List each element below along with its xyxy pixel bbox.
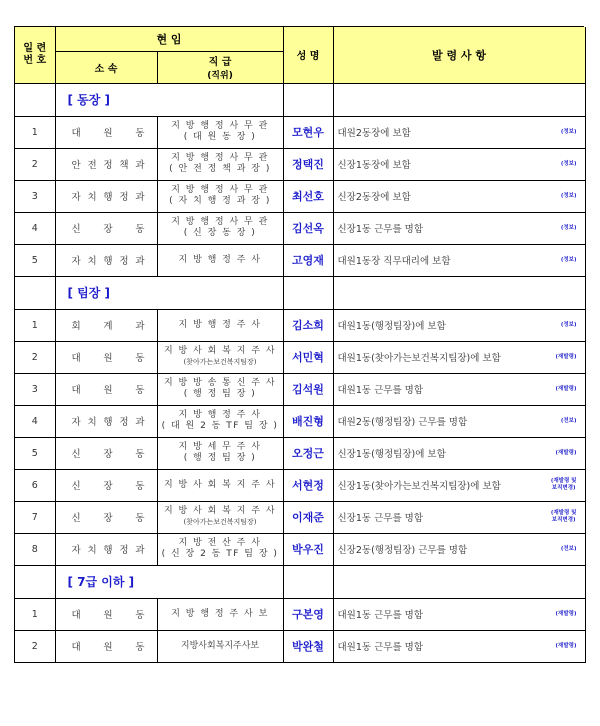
order-type-line: 보직변경) — [551, 485, 576, 491]
order-type-badge — [556, 386, 577, 393]
section-spacer — [283, 276, 333, 309]
table-row — [15, 116, 585, 148]
order-text: 대원1동 근무를 명함 — [337, 642, 423, 653]
order-type-line: (전보) — [560, 417, 577, 424]
person-name: 최선호 — [283, 180, 333, 212]
grade-line: ( 자 치 행 정 과 장 ) — [169, 196, 271, 206]
dept-char: 원 — [103, 128, 113, 139]
section-spacer — [333, 276, 585, 309]
section-spacer — [15, 83, 55, 116]
order-cell — [333, 212, 585, 244]
grade-cell — [157, 148, 283, 180]
order-text: 신장2동(행정팀장) 근무를 명함 — [337, 545, 468, 556]
dept-char: 행 — [103, 192, 113, 203]
dept-char: 신 — [71, 481, 81, 492]
serial-number: 1 — [15, 598, 55, 630]
grade-line: ( 대 원 동 장 ) — [183, 132, 257, 142]
order-type-line: (정보) — [560, 224, 577, 231]
dept-char: 신 — [71, 449, 81, 460]
order-type-badge — [551, 478, 577, 492]
dept-char: 장 — [103, 449, 113, 460]
grade-cell — [157, 598, 283, 630]
dept-char: 정 — [119, 192, 129, 203]
grade-cell — [157, 373, 283, 405]
grade-line: 지 방 사 회 복 지 주 사 — [163, 479, 277, 490]
grade-line: 지방사회복지주사보 — [180, 640, 260, 651]
grade-line: 지 방 행 정 주 사 — [178, 410, 262, 420]
order-text: 대원1동 근무를 명함 — [337, 610, 423, 621]
person-name: 배진형 — [283, 405, 333, 437]
grade-cell — [157, 501, 283, 533]
order-type-line: (재발령) — [555, 610, 577, 617]
dept-char: 정 — [119, 545, 129, 556]
table-row — [15, 598, 585, 630]
dept-char: 장 — [103, 224, 113, 235]
dept-char: 동 — [135, 128, 145, 139]
serial-number: 2 — [15, 148, 55, 180]
order-type-line: (정보) — [560, 321, 577, 328]
person-name: 김석원 — [283, 373, 333, 405]
order-text: 대원1동(행정팀장)에 보함 — [337, 321, 446, 332]
order-text: 신장2동장에 보함 — [337, 192, 411, 203]
grade-cell — [157, 116, 283, 148]
affiliation-cell — [55, 341, 157, 373]
order-type-line: (정보) — [560, 160, 577, 167]
serial-number: 1 — [15, 309, 55, 341]
order-type-badge — [561, 129, 577, 136]
order-cell — [333, 244, 585, 276]
dept-char: 치 — [87, 256, 97, 267]
order-text: 신장1동 근무를 명함 — [337, 513, 423, 524]
dept-char: 치 — [87, 545, 97, 556]
grade-line: 지 방 방 송 통 신 주 사 — [163, 378, 277, 388]
person-name: 박완철 — [283, 630, 333, 662]
person-name: 고영재 — [283, 244, 333, 276]
dept-char: 대 — [71, 128, 81, 139]
order-cell — [333, 373, 585, 405]
order-type-badge — [561, 257, 577, 264]
affiliation-cell — [55, 469, 157, 501]
order-text: 대원2동장에 보함 — [337, 128, 411, 139]
order-cell — [333, 469, 585, 501]
dept-char: 동 — [135, 449, 145, 460]
serial-number: 4 — [15, 405, 55, 437]
section-label: [ 동장 ] — [55, 83, 283, 116]
personnel-order-sheet — [14, 26, 584, 663]
order-cell — [333, 180, 585, 212]
person-name: 이재준 — [283, 501, 333, 533]
affiliation-cell — [55, 437, 157, 469]
dept-char: 대 — [71, 610, 81, 621]
order-cell — [333, 148, 585, 180]
grade-line: 지 방 전 산 주 사 — [178, 538, 262, 548]
grade-header-sub: (직위) — [207, 71, 233, 81]
grade-line: (찾아가는보건복지팀장) — [183, 358, 257, 366]
grade-cell — [157, 244, 283, 276]
section-row — [15, 83, 585, 116]
person-name: 구본영 — [283, 598, 333, 630]
dept-char: 회 — [71, 321, 81, 332]
grade-cell — [157, 180, 283, 212]
person-name: 모현우 — [283, 116, 333, 148]
dept-char: 정 — [119, 256, 129, 267]
order-type-line: (전보) — [560, 545, 577, 552]
affiliation-cell — [55, 180, 157, 212]
serial-number: 2 — [15, 341, 55, 373]
dept-char: 자 — [71, 417, 81, 428]
serial-number: 3 — [15, 373, 55, 405]
order-type-badge — [561, 418, 577, 425]
order-type-line: (재발령) — [555, 385, 577, 392]
serial-number: 2 — [15, 630, 55, 662]
dept-char: 동 — [135, 224, 145, 235]
grade-line: 지 방 행 정 사 무 관 — [171, 153, 269, 163]
grade-cell — [157, 469, 283, 501]
order-cell — [333, 405, 585, 437]
grade-line: ( 신 장 2 동 TF 팀 장 ) — [161, 549, 279, 559]
affiliation-cell — [55, 630, 157, 662]
dept-char: 과 — [135, 417, 145, 428]
dept-char: 자 — [71, 256, 81, 267]
table-row — [15, 373, 585, 405]
serial-number: 3 — [15, 180, 55, 212]
table-row — [15, 244, 585, 276]
affiliation-cell — [55, 148, 157, 180]
dept-char: 동 — [135, 513, 145, 524]
table-row — [15, 405, 585, 437]
dept-char: 계 — [103, 321, 113, 332]
grade-line: 지 방 행 정 사 무 관 — [171, 185, 269, 195]
affiliation-cell — [55, 598, 157, 630]
dept-char: 장 — [103, 513, 113, 524]
current-header: 현 임 — [55, 27, 283, 51]
order-text: 신장1동 근무를 명함 — [337, 224, 423, 235]
affiliation-cell — [55, 309, 157, 341]
table-row — [15, 437, 585, 469]
affiliation-cell — [55, 533, 157, 565]
order-type-badge — [556, 643, 577, 650]
dept-char: 장 — [103, 481, 113, 492]
dept-char: 자 — [71, 545, 81, 556]
order-type-badge — [561, 546, 577, 553]
dept-char: 과 — [135, 256, 145, 267]
dept-char: 동 — [135, 610, 145, 621]
section-label: [ 팀장 ] — [55, 276, 283, 309]
affiliation-header: 소 속 — [55, 51, 157, 83]
order-text: 신장1동(행정팀장)에 보함 — [337, 449, 446, 460]
table-row — [15, 630, 585, 662]
dept-char: 책 — [119, 160, 129, 171]
order-text: 대원1동 근무를 명함 — [337, 385, 423, 396]
order-type-line: (정보) — [560, 128, 577, 135]
table-row — [15, 148, 585, 180]
grade-line: 지 방 행 정 사 무 관 — [171, 217, 269, 227]
table-row — [15, 309, 585, 341]
dept-char: 동 — [135, 353, 145, 364]
dept-char: 과 — [135, 545, 145, 556]
person-name: 김소희 — [283, 309, 333, 341]
order-text: 신장1동(찾아가는보건복지팀장)에 보함 — [337, 481, 501, 492]
order-type-line: (재발령 및 — [550, 510, 577, 516]
grade-line: ( 행 정 팀 장 ) — [183, 453, 257, 463]
dept-char: 대 — [71, 353, 81, 364]
person-name: 박우진 — [283, 533, 333, 565]
order-type-badge — [556, 354, 577, 361]
person-name: 정택진 — [283, 148, 333, 180]
serial-number: 5 — [15, 244, 55, 276]
order-type-badge — [561, 225, 577, 232]
dept-char: 안 — [71, 160, 81, 171]
grade-line: 지 방 사 회 복 지 주 사 — [163, 346, 277, 356]
dept-char: 원 — [103, 642, 113, 653]
grade-cell — [157, 212, 283, 244]
serial-number: 6 — [15, 469, 55, 501]
section-spacer — [15, 276, 55, 309]
dept-char: 대 — [71, 642, 81, 653]
grade-cell — [157, 437, 283, 469]
grade-cell — [157, 341, 283, 373]
order-text: 대원2동(행정팀장) 근무를 명함 — [337, 417, 468, 428]
order-text: 대원1동장 직무대리에 보함 — [337, 256, 451, 267]
table-body — [15, 83, 585, 662]
grade-header — [157, 51, 283, 83]
dept-char: 전 — [87, 160, 97, 171]
order-text: 대원1동(찾아가는보건복지팀장)에 보함 — [337, 353, 501, 364]
order-type-badge — [561, 161, 577, 168]
grade-line: 지 방 세 무 주 사 — [178, 442, 262, 452]
dept-char: 동 — [135, 385, 145, 396]
order-type-badge — [561, 322, 577, 329]
order-type-badge — [556, 450, 577, 457]
serial-number: 8 — [15, 533, 55, 565]
affiliation-cell — [55, 501, 157, 533]
order-cell — [333, 116, 585, 148]
order-type-line: (재발령) — [555, 642, 577, 649]
dept-char: 원 — [103, 385, 113, 396]
dept-char: 원 — [103, 610, 113, 621]
order-text: 신장1동장에 보함 — [337, 160, 411, 171]
section-spacer — [15, 565, 55, 598]
person-name: 오정근 — [283, 437, 333, 469]
order-type-line: 보직변경) — [551, 517, 576, 523]
person-name: 서현정 — [283, 469, 333, 501]
dept-char: 대 — [71, 385, 81, 396]
grade-cell — [157, 630, 283, 662]
affiliation-cell — [55, 373, 157, 405]
grade-line: 지 방 행 정 주 사 보 — [171, 608, 269, 619]
table-row — [15, 501, 585, 533]
order-cell — [333, 598, 585, 630]
grade-line: (찾아가는보건복지팀장) — [183, 518, 257, 526]
grade-line: ( 안 전 정 책 과 장 ) — [169, 164, 271, 174]
section-row — [15, 276, 585, 309]
dept-char: 정 — [103, 160, 113, 171]
grade-line: 지 방 행 정 사 무 관 — [171, 121, 269, 131]
dept-char: 과 — [135, 321, 145, 332]
dept-char: 과 — [135, 192, 145, 203]
dept-char: 신 — [71, 224, 81, 235]
dept-char: 치 — [87, 417, 97, 428]
affiliation-cell — [55, 212, 157, 244]
dept-char: 행 — [103, 545, 113, 556]
section-spacer — [283, 83, 333, 116]
dept-char: 정 — [119, 417, 129, 428]
grade-cell — [157, 533, 283, 565]
name-header: 성 명 — [283, 27, 333, 83]
grade-line: 지 방 행 정 주 사 — [178, 319, 262, 330]
dept-char: 원 — [103, 353, 113, 364]
dept-char: 동 — [135, 642, 145, 653]
section-label: [ 7급 이하 ] — [55, 565, 283, 598]
serial-header: 일 련 번 호 — [15, 27, 55, 83]
dept-char: 행 — [103, 417, 113, 428]
table-row — [15, 212, 585, 244]
order-cell — [333, 341, 585, 373]
order-type-line: (재발령 및 — [550, 478, 577, 484]
section-spacer — [333, 565, 585, 598]
grade-line: 지 방 행 정 주 사 — [178, 254, 262, 265]
order-header: 발 령 사 항 — [333, 27, 585, 83]
order-cell — [333, 533, 585, 565]
affiliation-cell — [55, 116, 157, 148]
order-cell — [333, 437, 585, 469]
affiliation-cell — [55, 405, 157, 437]
serial-number: 4 — [15, 212, 55, 244]
dept-char: 신 — [71, 513, 81, 524]
grade-line: ( 대 원 2 동 TF 팀 장 ) — [161, 421, 279, 431]
order-cell — [333, 501, 585, 533]
grade-line: ( 행 정 팀 장 ) — [183, 389, 257, 399]
order-type-badge — [556, 611, 577, 618]
affiliation-cell — [55, 244, 157, 276]
section-row — [15, 565, 585, 598]
grade-line: ( 신 장 동 장 ) — [183, 228, 257, 238]
grade-line: 지 방 사 회 복 지 주 사 — [163, 506, 277, 516]
serial-number: 5 — [15, 437, 55, 469]
order-type-badge — [551, 510, 577, 524]
person-name: 서민혁 — [283, 341, 333, 373]
table-row — [15, 533, 585, 565]
order-type-line: (정보) — [560, 256, 577, 263]
personnel-table — [15, 27, 586, 663]
serial-number: 7 — [15, 501, 55, 533]
order-type-line: (재발령) — [555, 449, 577, 456]
table-row — [15, 341, 585, 373]
dept-char: 과 — [135, 160, 145, 171]
table-row — [15, 469, 585, 501]
dept-char: 자 — [71, 192, 81, 203]
section-spacer — [333, 83, 585, 116]
order-type-line: (정보) — [560, 192, 577, 199]
order-type-line: (재발령) — [555, 353, 577, 360]
grade-cell — [157, 405, 283, 437]
order-cell — [333, 630, 585, 662]
dept-char: 치 — [87, 192, 97, 203]
section-spacer — [283, 565, 333, 598]
order-type-badge — [561, 193, 577, 200]
person-name: 김선옥 — [283, 212, 333, 244]
dept-char: 동 — [135, 481, 145, 492]
grade-cell — [157, 309, 283, 341]
serial-number: 1 — [15, 116, 55, 148]
order-cell — [333, 309, 585, 341]
table-row — [15, 180, 585, 212]
grade-header-label: 직 급 — [208, 57, 232, 68]
dept-char: 행 — [103, 256, 113, 267]
